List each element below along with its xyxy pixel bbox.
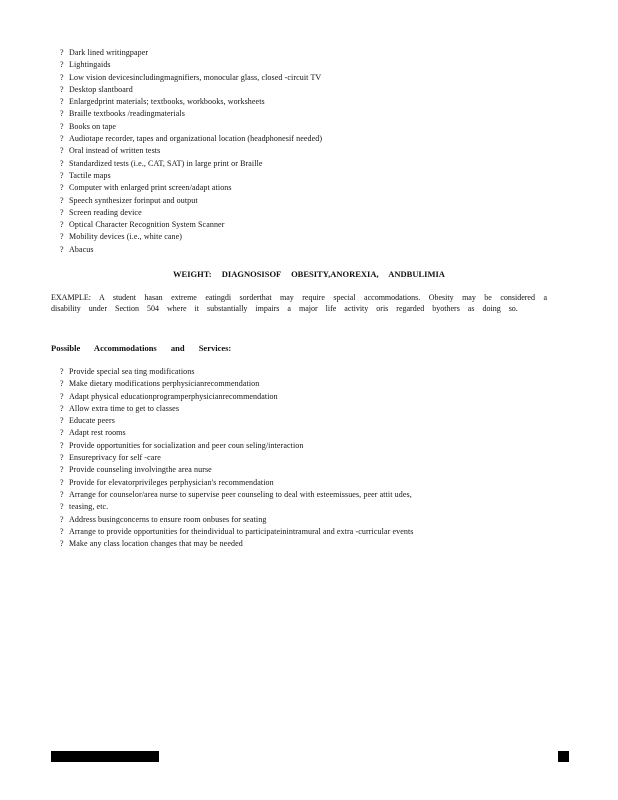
list-item-text: Abacus [69, 244, 94, 254]
list-item-text: Screen reading device [69, 207, 142, 217]
list-item [60, 514, 413, 526]
list-item-text: Speech synthesizer forinput and output [69, 195, 198, 205]
bullet-marker: ? [60, 97, 64, 107]
list-item [60, 452, 413, 464]
list-item-text: Dark lined writingpaper [69, 48, 149, 57]
list-item [60, 501, 413, 513]
list-item-text: Desktop slantboard [69, 84, 133, 94]
bullet-marker: ? [60, 109, 64, 119]
list-item-text: Oral instead of written tests [69, 146, 161, 156]
bullet-marker: ? [60, 121, 64, 131]
list-item-text: Allow extra time to get to classes [69, 403, 180, 413]
list-item [60, 538, 413, 550]
list-item-text: Optical Character Recognition System Scanner [69, 220, 225, 230]
list-item [60, 489, 413, 501]
bullet-marker: ? [60, 84, 64, 94]
list-item [60, 378, 413, 390]
footer-bar [51, 751, 159, 762]
list-item [60, 427, 413, 439]
list-item [60, 415, 413, 427]
bullet-marker: ? [60, 146, 64, 156]
list-item-text: Educate peers [69, 416, 115, 426]
list-item [60, 526, 413, 538]
list-item [60, 145, 322, 157]
list-item-text: Make dietary modifications perphysicianrecommendation [69, 379, 260, 389]
bullet-marker: ? [60, 207, 64, 217]
list-item [60, 133, 322, 145]
bullet-marker: ? [60, 514, 64, 524]
list-item-text: Address busingconcerns to ensure room onbuses for seating [69, 514, 267, 524]
list-item-text: Provide for elevatorprivileges perphysician's recommendation [69, 477, 274, 487]
list-item-text: teasing, etc. [69, 502, 109, 512]
bullet-marker: ? [60, 60, 64, 70]
accommodations-heading: Possible Accommodations and Services: [51, 343, 232, 353]
list-item-text: Computer with enlarged print screen/adapt ations [69, 183, 232, 193]
bullet-marker: ? [60, 183, 64, 193]
list-item-text: Standardized tests (i.e., CAT, SAT) in large print or Braille [69, 158, 263, 168]
bullet-marker: ? [60, 391, 64, 401]
bullet-marker: ? [60, 195, 64, 205]
services-list [60, 366, 413, 550]
list-item-text: Arrange to provide opportunities for theindividual to participateinintramural and extra -curricular events [69, 526, 414, 536]
bullet-marker: ? [60, 428, 64, 438]
list-item [60, 477, 413, 489]
list-item [60, 403, 413, 415]
list-item [60, 244, 322, 256]
list-item-text: Adapt physical educationprogramperphysicianrecommendation [69, 391, 278, 401]
list-item [60, 464, 413, 476]
list-item [60, 391, 413, 403]
list-item [60, 47, 322, 59]
list-item-text: Tactile maps [69, 170, 111, 180]
list-item [60, 121, 322, 133]
list-item [60, 440, 413, 452]
bullet-marker: ? [60, 539, 64, 549]
bullet-marker: ? [60, 367, 64, 376]
section-heading: WEIGHT: DIAGNOSISOF OBESITY,ANOREXIA, ANDBULIMIA [173, 269, 445, 279]
list-item-text: Provide opportunities for socialization and peer coun seling/interaction [69, 440, 304, 450]
list-item-text: Audiotape recorder, tapes and organizational location (headphonesif needed) [69, 134, 323, 144]
bullet-marker: ? [60, 379, 64, 389]
list-item [60, 231, 322, 243]
list-item [60, 72, 322, 84]
list-item [60, 170, 322, 182]
list-item-text: Enlargedprint materials; textbooks, workbooks, worksheets [69, 97, 265, 107]
bullet-marker: ? [60, 220, 64, 230]
list-item-text: Ensureprivacy for self -care [69, 453, 161, 463]
bullet-marker: ? [60, 158, 64, 168]
bullet-marker: ? [60, 489, 64, 499]
list-item-text: Make any class location changes that may be needed [69, 539, 243, 549]
bullet-marker: ? [60, 453, 64, 463]
list-item-text: Adapt rest rooms [69, 428, 126, 438]
bullet-marker: ? [60, 232, 64, 242]
bullet-marker: ? [60, 48, 64, 57]
list-item [60, 96, 322, 108]
list-item [60, 366, 413, 378]
equipment-list [60, 47, 322, 256]
list-item-text: Provide counseling involvingthe area nurse [69, 465, 212, 475]
list-item [60, 207, 322, 219]
list-item-text: Braille textbooks /readingmaterials [69, 109, 185, 119]
list-item [60, 195, 322, 207]
footer-square [558, 751, 569, 762]
list-item-text: Provide special sea ting modifications [69, 367, 195, 376]
list-item [60, 108, 322, 120]
bullet-marker: ? [60, 416, 64, 426]
list-item [60, 84, 322, 96]
list-item [60, 59, 322, 71]
bullet-marker: ? [60, 477, 64, 487]
bullet-marker: ? [60, 440, 64, 450]
bullet-marker: ? [60, 170, 64, 180]
bullet-marker: ? [60, 403, 64, 413]
list-item-text: Mobility devices (i.e., white cane) [69, 232, 183, 242]
list-item-text: Arrange for counselor/area nurse to supervise peer counseling to deal with esteemissues, peer attit udes, [69, 489, 412, 499]
list-item-text: Books on tape [69, 121, 117, 131]
bullet-marker: ? [60, 244, 64, 254]
list-item-text: Lightingaids [69, 60, 111, 70]
bullet-marker: ? [60, 134, 64, 144]
list-item-text: Low vision devicesincludingmagnifiers, monocular glass, closed -circuit TV [69, 72, 322, 82]
list-item [60, 182, 322, 194]
list-item [60, 158, 322, 170]
bullet-marker: ? [60, 526, 64, 536]
list-item [60, 219, 322, 231]
bullet-marker: ? [60, 72, 64, 82]
example-paragraph: EXAMPLE: A student hasan extreme eatingdi sorderthat may require special accommodations. Obesity may be considered a disability under Section 504 where it substantially impairs a major life activity oris regarded byothers as doing so. [51, 293, 547, 314]
bullet-marker: ? [60, 502, 64, 512]
bullet-marker: ? [60, 465, 64, 475]
